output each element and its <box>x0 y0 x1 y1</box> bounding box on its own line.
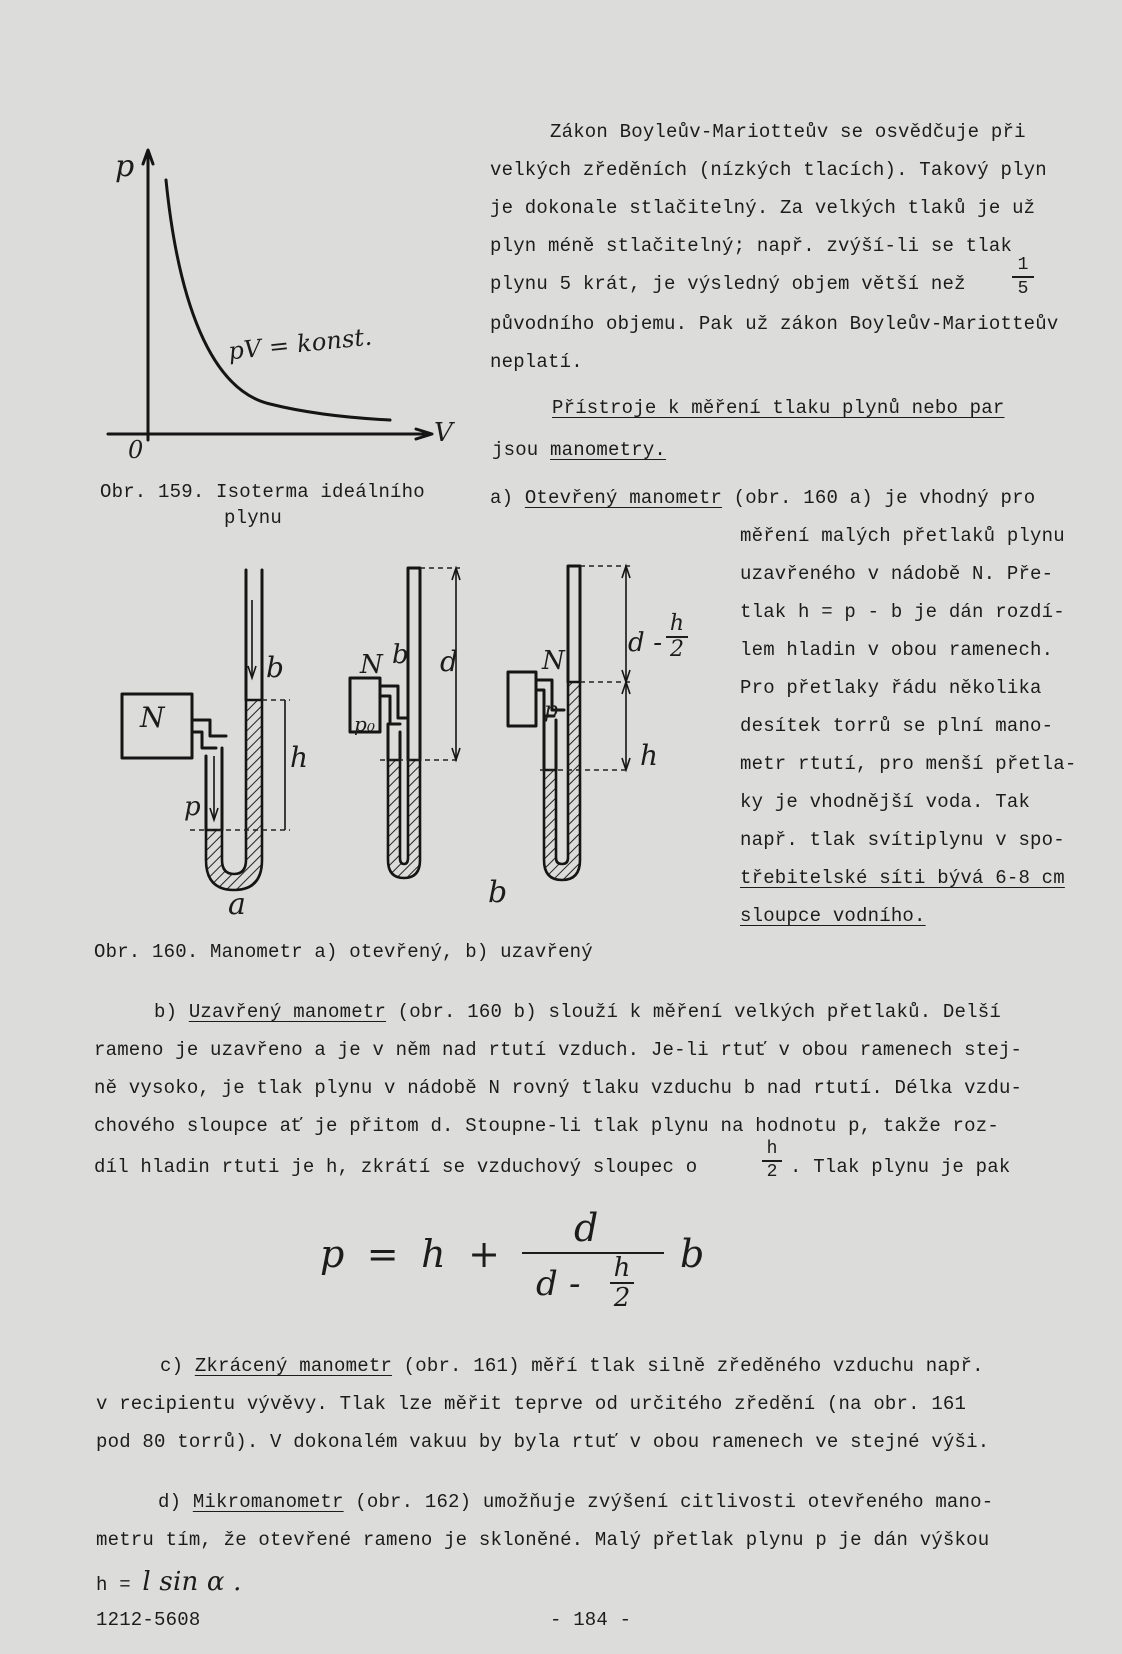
shortened-manometer-term: Zkrácený manometr <box>194 1355 393 1377</box>
open-manometer-line: lem hladin v obou ramenech. <box>740 639 1054 661</box>
label-half-h-b2 <box>666 612 688 662</box>
vessel-n-label-a: N <box>140 701 165 734</box>
shortened-manometer-line1 <box>160 1354 984 1378</box>
open-manometer-line: ky je vhodnější voda. Tak <box>740 791 1031 813</box>
micromanometer-term: Mikromanometr <box>192 1491 344 1513</box>
closed-manometer-line: rameno je uzavřeno a je v něm nad rtutí vzduch. Je-li rtuť v obou ramenech stej- <box>94 1039 1023 1061</box>
open-manometer-term: Otevřený manometr <box>524 487 723 509</box>
label-h-b2: h <box>640 739 659 772</box>
open-manometer-line: Pro přetlaky řádu několika <box>740 677 1042 699</box>
origin-label: 0 <box>128 436 144 464</box>
item-prefix: a) <box>490 487 525 509</box>
micromanometer-formula: l sin α . <box>142 1567 242 1597</box>
closed-manometer-rest: (obr. 160 b) slouží k měření velkých přetlaků. Delší <box>386 1001 1001 1023</box>
formula-fraction-bar <box>522 1252 664 1254</box>
closed-manometer-line: chového sloupce ať je přitom d. Stoupne-li tlak plynu na hodnotu p, takže roz- <box>94 1115 999 1137</box>
formula-den-numerator: h <box>610 1254 634 1284</box>
label-b-a: b <box>266 651 285 684</box>
figure-160-caption: Obr. 160. Manometr a) otevřený, b) uzavřený <box>94 941 593 963</box>
axis-v-label: V <box>434 418 453 448</box>
figure-160-manometers <box>110 560 710 880</box>
fraction-one-fifth <box>1012 254 1034 300</box>
open-manometer-line1 <box>490 486 1035 510</box>
closed-manometer-line5-rest: . Tlak plynu je pak <box>790 1156 1011 1178</box>
closed-manometer-line1 <box>154 1000 1001 1024</box>
micromanometer-line3 <box>96 1567 242 1597</box>
vessel-n-label-b: N <box>360 650 383 680</box>
label-d-minus-b2: d - <box>628 628 663 658</box>
open-manometer-rest: (obr. 160 a) je vhodný pro <box>722 487 1036 509</box>
intro-line: plynu 5 krát, je výsledný objem větší než <box>490 273 966 295</box>
closed-manometer-line: ně vysoko, je tlak plynu v nádobě N rovný tlaku vzduchu b nad rtutí. Délka vzdu- <box>94 1077 1023 1099</box>
micromanometer-line: metru tím, že otevřené rameno je skloněné. Malý přetlak plynu p je dán výškou <box>96 1529 990 1551</box>
open-manometer-line: metr rtutí, pro menší přetla- <box>740 753 1077 775</box>
intro-line: je dokonale stlačitelný. Za velkých tlaků je už <box>490 197 1036 219</box>
figure-159-caption-line2: plynu <box>224 507 283 529</box>
closed-manometer-term: Uzavřený manometr <box>188 1001 387 1023</box>
curve-label: pV = konst. <box>226 322 374 366</box>
shortened-manometer-rest: (obr. 161) měří tlak silně zředěného vzduchu např. <box>392 1355 984 1377</box>
fraction-h-half <box>762 1139 782 1183</box>
figure-159-isotherm <box>100 150 440 450</box>
manometry-term: manometry. <box>550 439 667 461</box>
micromanometer-h-equals: h = <box>96 1574 131 1596</box>
figure-159-caption: Obr. 159. Isoterma ideálního <box>100 481 425 503</box>
intro-line: plyn méně stlačitelný; např. zvýší-li se tlak <box>490 235 1013 257</box>
intro-line: původního objemu. Pak už zákon Boyleův-Mariotteův <box>490 313 1059 335</box>
open-manometer-line: desítek torrů se plní mano- <box>740 715 1054 737</box>
item-prefix: d) <box>158 1491 193 1513</box>
subfigure-a-label: a <box>228 887 247 922</box>
label-p0-b: p₀ <box>354 712 376 736</box>
subfigure-b-label: b <box>488 875 508 910</box>
vessel-n-label-b2: N <box>542 646 565 676</box>
instruments-prefix: jsou <box>492 439 551 461</box>
open-manometer-line: např. tlak svítiplynu v spo- <box>740 829 1065 851</box>
label-p-a: p <box>184 792 201 822</box>
fraction-numerator: 1 <box>1012 254 1034 278</box>
open-manometer-line: třebitelské síti bývá 6-8 cm <box>740 867 1065 889</box>
open-manometer-line: sloupce vodního. <box>740 905 926 927</box>
open-manometer-line: uzavřeného v nádobě N. Pře- <box>740 563 1054 585</box>
instruments-heading: Přístroje k měření tlaku plynů nebo par <box>552 397 1005 419</box>
label-h-a: h <box>290 741 309 774</box>
shortened-manometer-line: v recipientu vývěvy. Tlak lze měřit teprve od určitého zředění (na obr. 161 <box>96 1393 967 1415</box>
shortened-manometer-line: pod 80 torrů). V dokonalém vakuu by byla rtuť v obou ramenech ve stejné výši. <box>96 1431 990 1453</box>
label-p-b2: p <box>544 698 559 723</box>
fraction-denominator: 2 <box>766 1162 778 1182</box>
footer-code: 1212-5608 <box>96 1609 201 1631</box>
half-h-denominator: 2 <box>670 637 684 662</box>
fraction-numerator: h <box>762 1139 782 1162</box>
label-d-b: d <box>440 645 459 678</box>
formula-den-fraction <box>610 1254 634 1312</box>
formula-lhs: p = h + <box>320 1232 501 1276</box>
axis-p-label: p <box>115 149 135 184</box>
item-prefix: c) <box>160 1355 195 1377</box>
intro-line: Zákon Boyleův-Mariotteův se osvědčuje při <box>550 121 1026 143</box>
half-h-numerator: h <box>666 612 688 638</box>
open-manometer-line: tlak h = p - b je dán rozdí- <box>740 601 1065 623</box>
intro-line: velkých zředěních (nízkých tlacích). Takový plyn <box>490 159 1047 181</box>
formula-rhs: b <box>680 1232 705 1276</box>
closed-manometer-line5 <box>94 1155 697 1179</box>
item-prefix: b) <box>154 1001 189 1023</box>
closed-manometer-line5-text: díl hladin rtuti je h, zkrátí se vzduchový sloupec o <box>94 1156 698 1178</box>
intro-line: neplatí. <box>490 351 583 373</box>
formula-denominator: d - <box>536 1264 581 1304</box>
fraction-denominator: 5 <box>1017 279 1029 299</box>
formula-numerator: d <box>574 1206 599 1250</box>
label-b-b: b <box>392 640 409 670</box>
micromanometer-line1 <box>158 1490 993 1514</box>
open-manometer-line: měření malých přetlaků plynu <box>740 525 1065 547</box>
formula-den-denominator: 2 <box>613 1283 631 1313</box>
micromanometer-rest: (obr. 162) umožňuje zvýšení citlivosti otevřeného mano- <box>343 1491 994 1513</box>
page-number: - 184 - <box>550 1609 632 1631</box>
instruments-line2 <box>492 438 666 462</box>
